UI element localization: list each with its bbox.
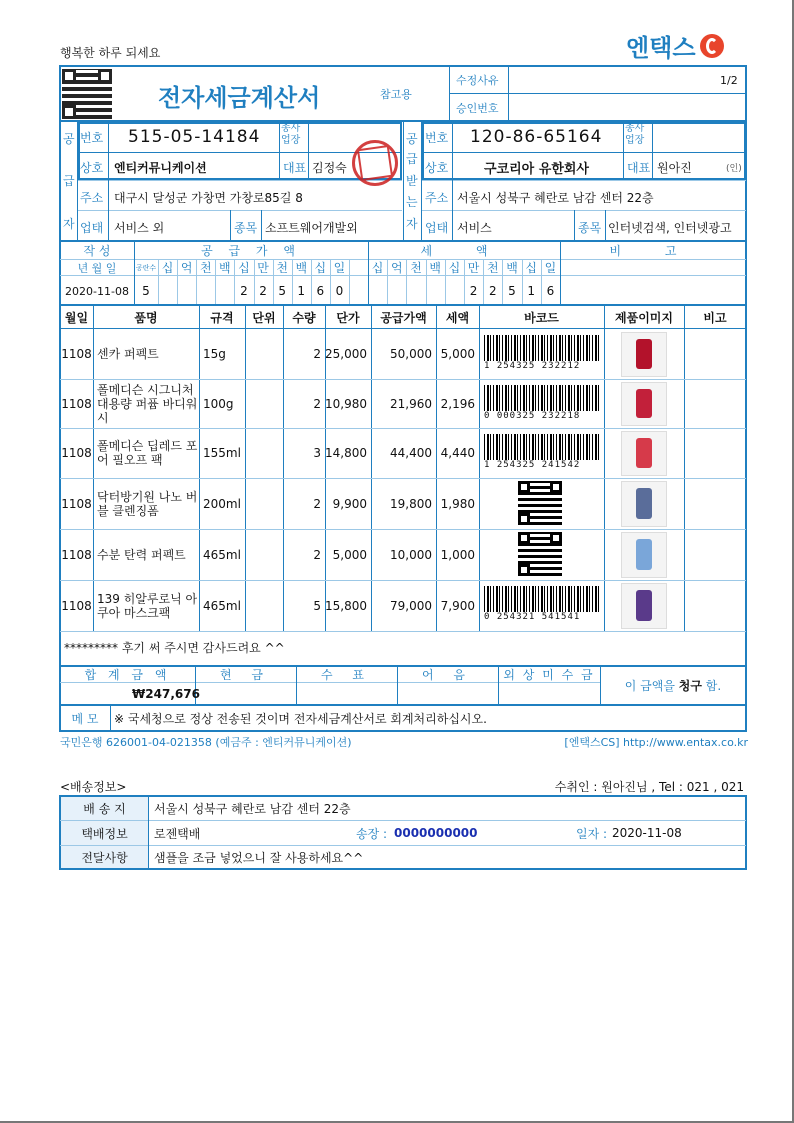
supply-digit-value: 1 xyxy=(297,284,306,298)
tax-digit-label: 백 xyxy=(429,261,441,275)
item-qty: 3 xyxy=(313,446,321,460)
supplier-addr-label: 주소 xyxy=(80,191,104,205)
supplier-side-1: 공 xyxy=(63,132,75,146)
supplier-reg-no: 515-05-14184 xyxy=(128,127,261,147)
item-supply: 44,400 xyxy=(390,446,432,460)
buyer-side-5: 자 xyxy=(406,217,418,231)
product-image xyxy=(621,382,667,426)
supplier-branch-label: 종사업장 xyxy=(281,123,301,146)
bill-label: 어 음 xyxy=(422,668,473,682)
product-image xyxy=(621,431,667,476)
greeting-text: 행복한 하루 되세요 xyxy=(60,46,161,60)
col-header: 비고 xyxy=(703,311,727,325)
total-amount: ₩247,676 xyxy=(132,687,200,701)
supply-digit-value: 2 xyxy=(259,284,267,298)
item-tax: 7,900 xyxy=(440,598,475,613)
supply-digit-label: 만 xyxy=(257,261,269,275)
product-image xyxy=(621,481,667,527)
item-qr-icon xyxy=(518,481,562,525)
supplier-reg-label: 번호 xyxy=(80,131,104,145)
buyer-rep-label: 대표 xyxy=(627,161,651,175)
claim-text: 이 금액을 청구 함. xyxy=(624,679,722,693)
item-supply: 21,960 xyxy=(390,396,432,411)
note-label: 비 고 xyxy=(609,244,697,258)
tax-digit-label: 일 xyxy=(544,261,557,275)
col-header: 세액 xyxy=(445,311,470,325)
tax-digit-value xyxy=(368,280,387,302)
tax-digit-label: 십 xyxy=(371,261,384,275)
supply-digit-value: 0 xyxy=(335,284,344,298)
supply-digit-label: 십 xyxy=(161,261,174,275)
col-header: 규격 xyxy=(210,311,234,325)
invoice-title: 전자세금계산서 xyxy=(158,84,321,112)
memo-label: 메 모 xyxy=(71,711,99,726)
supply-digit-value xyxy=(215,280,234,302)
tax-digit-value: 5 xyxy=(508,284,516,298)
buyer-name-label: 상호 xyxy=(425,161,449,175)
item-unit xyxy=(245,329,283,379)
supplier-name-label: 상호 xyxy=(80,161,104,175)
item-tax: 5,000 xyxy=(440,347,475,361)
item-name: 139 히알루로닉 아쿠아 마스크팩 xyxy=(97,591,198,620)
date-label: 년 월 일 xyxy=(77,261,117,275)
item-spec: 200ml xyxy=(203,496,241,511)
supplier-biz: 서비스 외 xyxy=(114,221,165,235)
item-tax: 1,980 xyxy=(440,496,475,511)
product-image xyxy=(621,332,667,377)
qr-code-icon xyxy=(62,69,112,119)
buyer-biz: 서비스 xyxy=(457,221,492,235)
item-unit xyxy=(245,529,283,580)
supply-digit-value xyxy=(196,280,215,302)
supplier-name: 엔티커뮤니케이션 xyxy=(114,161,207,175)
page-number: 1/2 xyxy=(720,74,738,87)
brand-swoosh-icon xyxy=(700,34,724,58)
tax-digit-value: 2 xyxy=(488,284,497,298)
bank-info: 국민은행 626001-04-021358 (예금주 : 엔티커뮤니케이션) xyxy=(60,736,352,749)
tax-digit-value: 6 xyxy=(546,284,555,298)
supplier-item: 소프트웨어개발외 xyxy=(265,221,358,235)
tax-digit-label: 천 xyxy=(486,261,499,275)
item-barcode-number: 1 254325 232212 xyxy=(484,361,581,371)
supply-digit-label: 백 xyxy=(219,261,231,275)
delivery-recipient: 수취인 : 원아진님 , Tel : 021 , 021 xyxy=(554,780,744,794)
item-price: 15,800 xyxy=(325,598,367,613)
item-tax: 4,440 xyxy=(440,446,475,460)
item-name: 닥터방기원 나노 버블 클렌징폼 xyxy=(97,489,198,518)
delivery-date: 2020-11-08 xyxy=(612,826,682,840)
supplier-rep: 김정숙 xyxy=(312,161,347,175)
item-qty: 2 xyxy=(313,347,321,361)
item-date: 1108 xyxy=(61,446,92,460)
item-tax: 1,000 xyxy=(440,547,475,562)
supply-digit-label: 십 xyxy=(238,261,250,275)
supply-digit-value xyxy=(177,280,196,302)
buyer-item-label: 종목 xyxy=(578,221,602,235)
blank-count: 5 xyxy=(142,284,150,298)
supply-label: 공 급 가 액 xyxy=(201,244,301,258)
tax-digit-label: 십 xyxy=(525,261,537,275)
item-spec: 465ml xyxy=(203,598,241,613)
item-barcode-number: 0 254321 541541 xyxy=(484,612,581,622)
item-price: 9,900 xyxy=(332,496,367,511)
courier-name: 로젠택배 xyxy=(154,826,201,841)
item-name: 폴메디슨 딥레드 포어 필오프 팩 xyxy=(97,439,198,467)
supply-digit-label: 백 xyxy=(295,261,308,275)
tax-digit-label: 억 xyxy=(390,261,403,275)
item-name: 수분 탄력 퍼펙트 xyxy=(97,547,186,562)
tax-digit-value xyxy=(387,280,406,302)
tax-label: 세 액 xyxy=(420,244,508,258)
buyer-addr: 서울시 성북구 혜란로 남감 센터 22층 xyxy=(457,191,654,205)
item-qty: 5 xyxy=(313,598,321,613)
item-tax: 2,196 xyxy=(440,396,475,411)
item-qr-icon xyxy=(518,532,562,576)
buyer-side-4: 는 xyxy=(406,195,418,209)
cash-label: 현 금 xyxy=(220,668,271,682)
amend-label: 수정사유 xyxy=(456,74,499,87)
item-date: 1108 xyxy=(61,496,92,511)
item-barcode-icon xyxy=(484,385,600,421)
item-spec: 100g xyxy=(203,396,234,411)
buyer-rep: 원아진 xyxy=(657,161,692,175)
supply-digit-value: 6 xyxy=(316,284,325,298)
tax-digit-value xyxy=(426,280,445,302)
item-date: 1108 xyxy=(61,598,92,613)
item-supply: 19,800 xyxy=(390,496,432,511)
credit-label: 외 상 미 수 금 xyxy=(503,668,595,682)
supply-digit-label: 십 xyxy=(314,261,327,275)
tax-digit-label: 백 xyxy=(506,261,518,275)
col-header: 제품이미지 xyxy=(615,311,673,325)
buyer-addr-label: 주소 xyxy=(425,191,449,205)
item-unit xyxy=(245,580,283,631)
item-barcode-number: 1 254325 241542 xyxy=(484,460,581,470)
tax-digit-value: 2 xyxy=(469,284,478,298)
item-barcode-icon xyxy=(484,586,600,622)
supplier-seal-icon xyxy=(352,140,398,186)
item-spec: 465ml xyxy=(203,547,241,562)
delivery-addr: 서울시 성북구 혜란로 남감 센터 22층 xyxy=(154,802,351,816)
buyer-side-3: 받 xyxy=(406,174,418,188)
supplier-side-3: 자 xyxy=(63,217,75,231)
item-spec: 155ml xyxy=(203,446,241,460)
supply-digit-label: 억 xyxy=(180,261,193,275)
product-image xyxy=(621,583,667,629)
copy-type: 참고용 xyxy=(380,88,412,101)
item-price: 14,800 xyxy=(325,446,367,460)
item-spec: 15g xyxy=(203,347,226,361)
tax-digit-value xyxy=(445,280,464,302)
message-text: 샘플을 조금 넣었으니 잘 사용하세요^^ xyxy=(154,850,364,865)
item-date: 1108 xyxy=(61,547,92,562)
tax-digit-label: 만 xyxy=(467,261,480,275)
approval-label: 승인번호 xyxy=(456,102,499,115)
brand-name: 엔택스 xyxy=(626,34,696,62)
blank-count-label: 공란수 xyxy=(135,263,157,272)
supply-digit-value xyxy=(158,280,177,302)
buyer-reg-no: 120-86-65164 xyxy=(470,127,603,147)
col-header: 품명 xyxy=(134,311,158,325)
tax-digit-value: 1 xyxy=(527,284,535,298)
item-qty: 2 xyxy=(313,547,321,562)
item-barcode-number: 0 000325 232218 xyxy=(484,411,581,421)
supply-digit-label: 천 xyxy=(199,261,212,275)
invoice-label: 송장 : xyxy=(356,826,388,841)
memo-text: ※ 국세청으로 정상 전송된 것이며 전자세금계산서로 회계처리하십시오. xyxy=(114,711,487,726)
supply-digit-label: 일 xyxy=(333,261,346,275)
item-price: 10,980 xyxy=(325,396,367,411)
item-qty: 2 xyxy=(313,396,321,411)
buyer-seal-mark: (인) xyxy=(726,164,742,174)
check-label: 수 표 xyxy=(321,668,372,682)
buyer-biz-label: 업태 xyxy=(425,221,449,235)
col-header: 단가 xyxy=(336,311,360,325)
total-label: 합 계 금 액 xyxy=(84,668,171,682)
col-header: 수량 xyxy=(292,311,316,325)
col-header: 단위 xyxy=(252,311,276,325)
item-price: 5,000 xyxy=(332,547,367,562)
item-name: 폴메디슨 시그니처 대용량 퍼퓸 바디워시 xyxy=(97,382,198,425)
tax-digit-label: 십 xyxy=(448,261,461,275)
supplier-side-2: 급 xyxy=(63,174,75,188)
delivery-date-label: 일자 : xyxy=(576,826,608,841)
item-unit xyxy=(245,428,283,478)
tax-digit-value xyxy=(406,280,425,302)
product-image xyxy=(621,532,667,578)
supply-digit-value: 5 xyxy=(278,284,286,298)
buyer-item: 인터넷검색, 인터넷광고 xyxy=(608,221,732,235)
delivery-addr-label: 배 송 지 xyxy=(61,797,148,820)
message-label: 전달사항 xyxy=(61,846,148,868)
write-label: 작 성 xyxy=(83,244,111,258)
item-supply: 79,000 xyxy=(390,598,432,613)
item-price: 25,000 xyxy=(325,347,367,361)
supply-digit-label: 천 xyxy=(276,261,288,275)
buyer-branch-label: 종사업장 xyxy=(625,123,645,146)
site-link[interactable]: [엔택스CS] http://www.entax.co.kr xyxy=(564,736,748,749)
supplier-item-label: 종목 xyxy=(234,221,258,235)
supplier-biz-label: 업태 xyxy=(80,221,104,235)
courier-label: 택배정보 xyxy=(61,821,148,845)
item-unit xyxy=(245,379,283,428)
item-supply: 10,000 xyxy=(390,547,432,562)
supply-digit-value: 2 xyxy=(240,284,248,298)
item-barcode-icon xyxy=(484,434,600,470)
supplier-rep-label: 대표 xyxy=(283,161,307,175)
tax-digit-label: 천 xyxy=(410,261,422,275)
col-header: 공급가액 xyxy=(380,311,427,325)
item-qty: 2 xyxy=(313,496,321,511)
item-supply: 50,000 xyxy=(390,347,432,361)
supplier-addr: 대구시 달성군 가창면 가창로85길 8 xyxy=(114,191,303,205)
buyer-side-1: 공 xyxy=(406,132,418,146)
write-date: 2020-11-08 xyxy=(65,284,129,298)
item-date: 1108 xyxy=(61,347,92,361)
buyer-reg-label: 번호 xyxy=(425,131,449,145)
footer-note: ********* 후기 써 주시면 감사드려요 ^^ xyxy=(64,640,285,655)
item-date: 1108 xyxy=(61,396,92,411)
item-name: 센카 퍼펙트 xyxy=(97,347,159,361)
item-barcode-icon xyxy=(484,335,600,371)
item-unit xyxy=(245,478,283,529)
invoice-number: 0000000000 xyxy=(394,826,478,840)
delivery-title: <배송정보> xyxy=(60,780,127,794)
col-header: 바코드 xyxy=(524,311,559,325)
buyer-side-2: 급 xyxy=(406,152,418,166)
col-header: 월일 xyxy=(64,311,89,325)
buyer-name: 구코리아 유한회사 xyxy=(484,162,589,177)
brand-logo xyxy=(626,28,724,63)
